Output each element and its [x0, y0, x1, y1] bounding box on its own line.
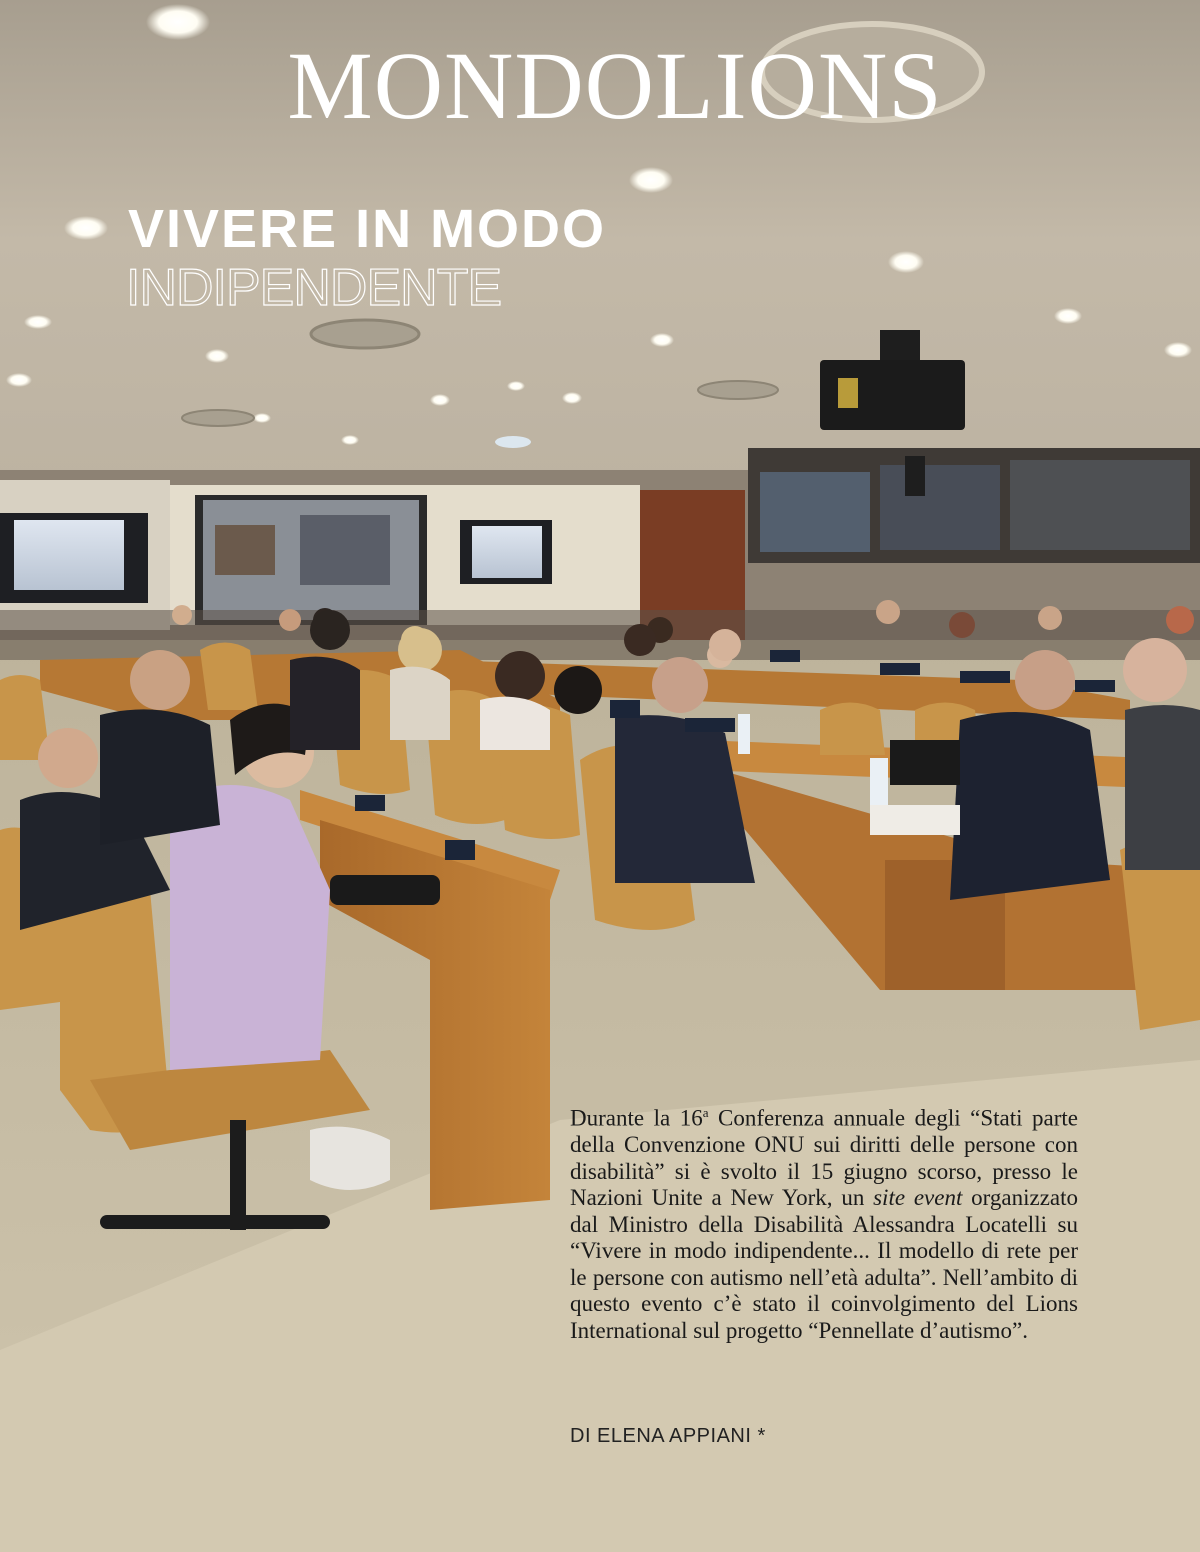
booth-window: [880, 465, 1000, 550]
projection-figure: [300, 515, 390, 585]
lead-text-part2: Conferenza annuale degli “Stati parte della Convenzione ONU sui diritti delle persone con disabilità” si è svolto il 15 giugno scorso, presso le Nazioni Unite a New York, un: [570, 1105, 1078, 1211]
monitor-left-screen: [14, 520, 124, 590]
lead-text-part3: organizzato dal Ministro della Disabilità Alessandra Locatelli su “Vivere in modo indipendente... Il modello di rete per le persone con autismo nell’età adulta”. Nell’ambito di questo evento c’è stato il coinvolgimento del Lions International sul progetto “Pennellate d’autismo”.: [570, 1185, 1079, 1343]
booth-window: [1010, 460, 1190, 550]
monitor-right-screen: [472, 526, 542, 578]
projection-figure: [215, 525, 275, 575]
lead-text-part1: Durante la 16: [570, 1105, 703, 1131]
lead-superscript: a: [702, 1105, 709, 1120]
magazine-masthead: MONDOLIONS: [287, 32, 943, 139]
article-subtitle: INDIPENDENTE: [126, 259, 502, 317]
article-lead-paragraph: [570, 1100, 1078, 1344]
lead-italic-term: site event: [873, 1185, 963, 1211]
article-title: VIVERE IN MODO: [128, 199, 607, 259]
booth-window: [760, 472, 870, 552]
author-byline: DI ELENA APPIANI *: [570, 1425, 766, 1447]
